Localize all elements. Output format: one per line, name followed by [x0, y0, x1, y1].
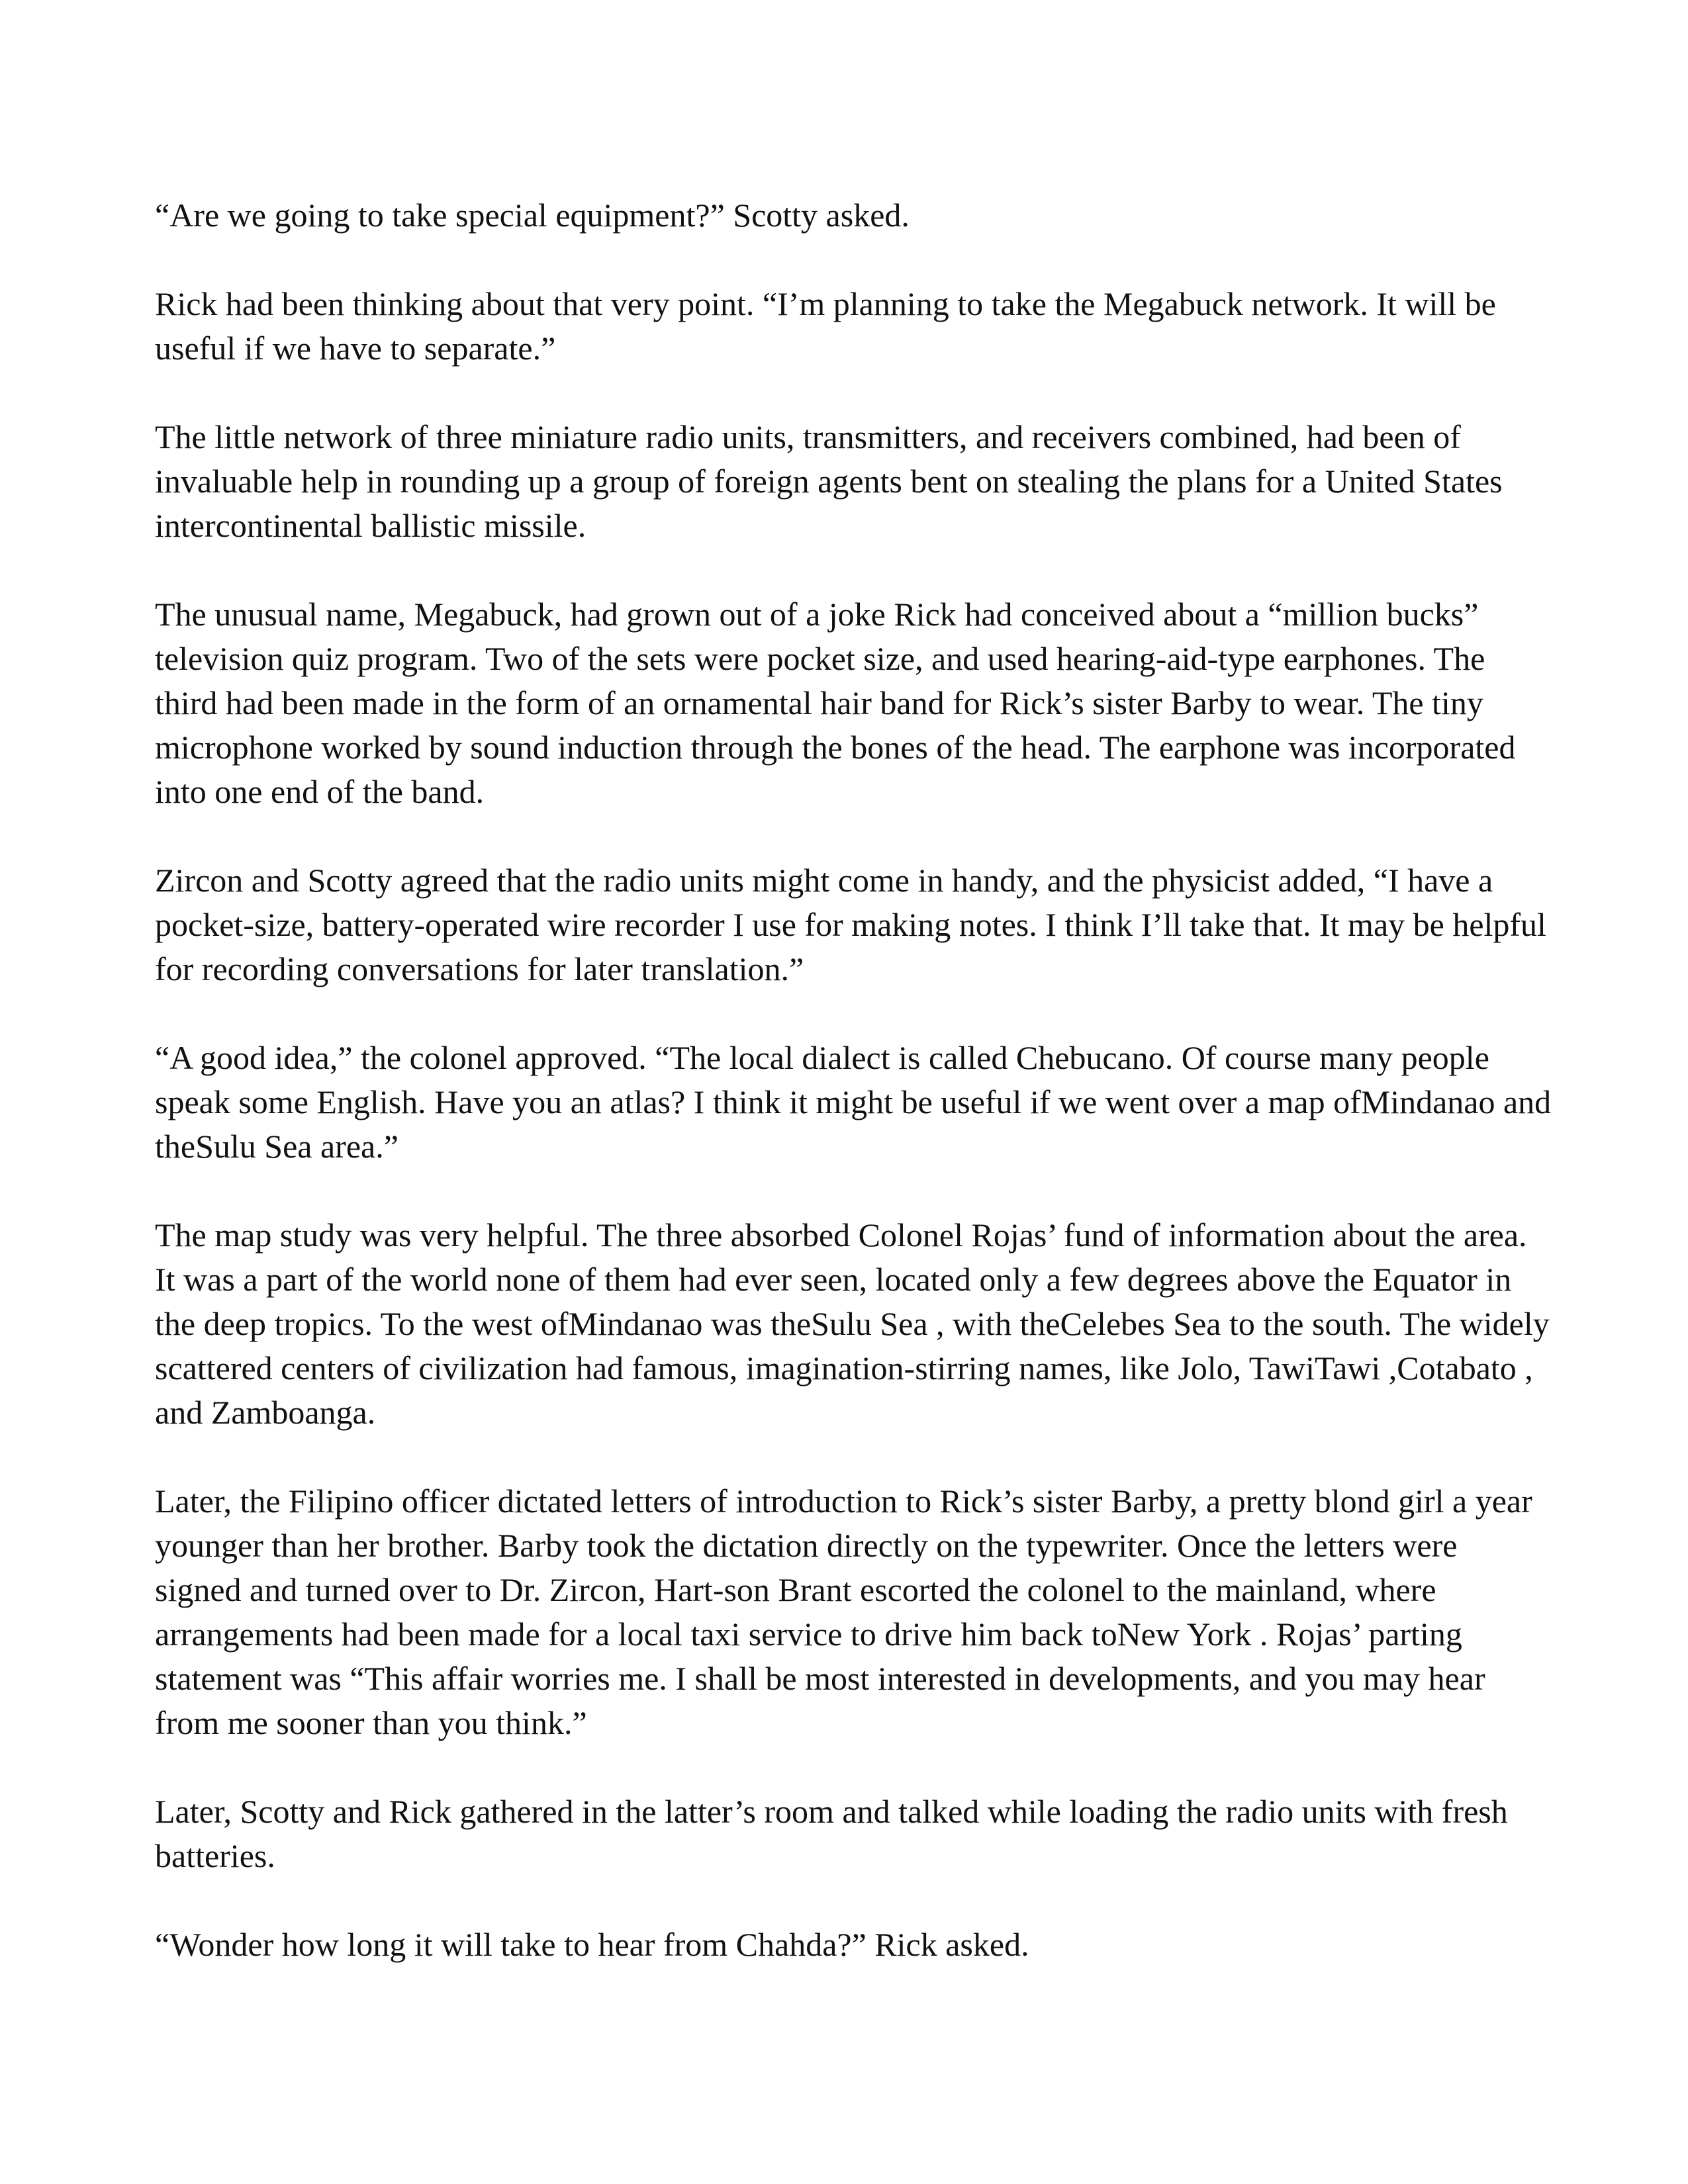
paragraph-5: Zircon and Scotty agreed that the radio units might come in handy, and the physicist added, “I have a pocket-size, battery-operated wire recorder I use for making notes. I think I’ll take that. It may be helpful for recording conversations for later translation.”	[155, 862, 1546, 987]
paragraph-9: Later, Scotty and Rick gathered in the latter’s room and talked while loading the radio units with fresh batteries.	[155, 1793, 1508, 1874]
document-body	[155, 193, 1552, 1967]
paragraph-6: “A good idea,” the colonel approved. “The local dialect is called Chebucano. Of course many people speak some English. Have you an atlas? I think it might be useful if we went over a map ofMindanao and theSulu Sea area.”	[155, 1039, 1552, 1165]
paragraph-2: Rick had been thinking about that very point. “I’m planning to take the Megabuck network. It will be useful if we have to separate.”	[155, 285, 1496, 367]
paragraph-7: The map study was very helpful. The three absorbed Colonel Rojas’ fund of information about the area. It was a part of the world none of them had ever seen, located only a few degrees above the Equator in the deep tropics. To the west ofMindanao was theSulu Sea , with theCelebes Sea to the south. The widely scattered centers of civilization had famous, imagination-stirring names, like Jolo, TawiTawi ,Cotabato , and Zamboanga.	[155, 1216, 1550, 1431]
paragraph-10: “Wonder how long it will take to hear from Chahda?” Rick asked.	[155, 1926, 1029, 1963]
paragraph-8: Later, the Filipino officer dictated letters of introduction to Rick’s sister Barby, a pretty blond girl a year younger than her brother. Barby took the dictation directly on the typewriter. Once the letters were signed and turned over to Dr. Zircon, Hart-son Brant escorted the colonel to the mainland, where arrangements had been made for a local taxi service to drive him back toNew York . Rojas’ parting statement was “This affair worries me. I shall be most interested in developments, and you may hear from me sooner than you think.”	[155, 1482, 1532, 1741]
paragraph-4: The unusual name, Megabuck, had grown out of a joke Rick had conceived about a “million bucks” television quiz program. Two of the sets were pocket size, and used hearing-aid-type earphones. The third had been made in the form of an ornamental hair band for Rick’s sister Barby to wear. The tiny microphone worked by sound induction through the bones of the head. The earphone was incorporated into one end of the band.	[155, 596, 1516, 810]
paragraph-1: “Are we going to take special equipment?” Scotty asked.	[155, 197, 910, 234]
paragraph-3: The little network of three miniature radio units, transmitters, and receivers combined, had been of invaluable help in rounding up a group of foreign agents bent on stealing the plans for a United States intercontinental ballistic missile.	[155, 418, 1503, 544]
